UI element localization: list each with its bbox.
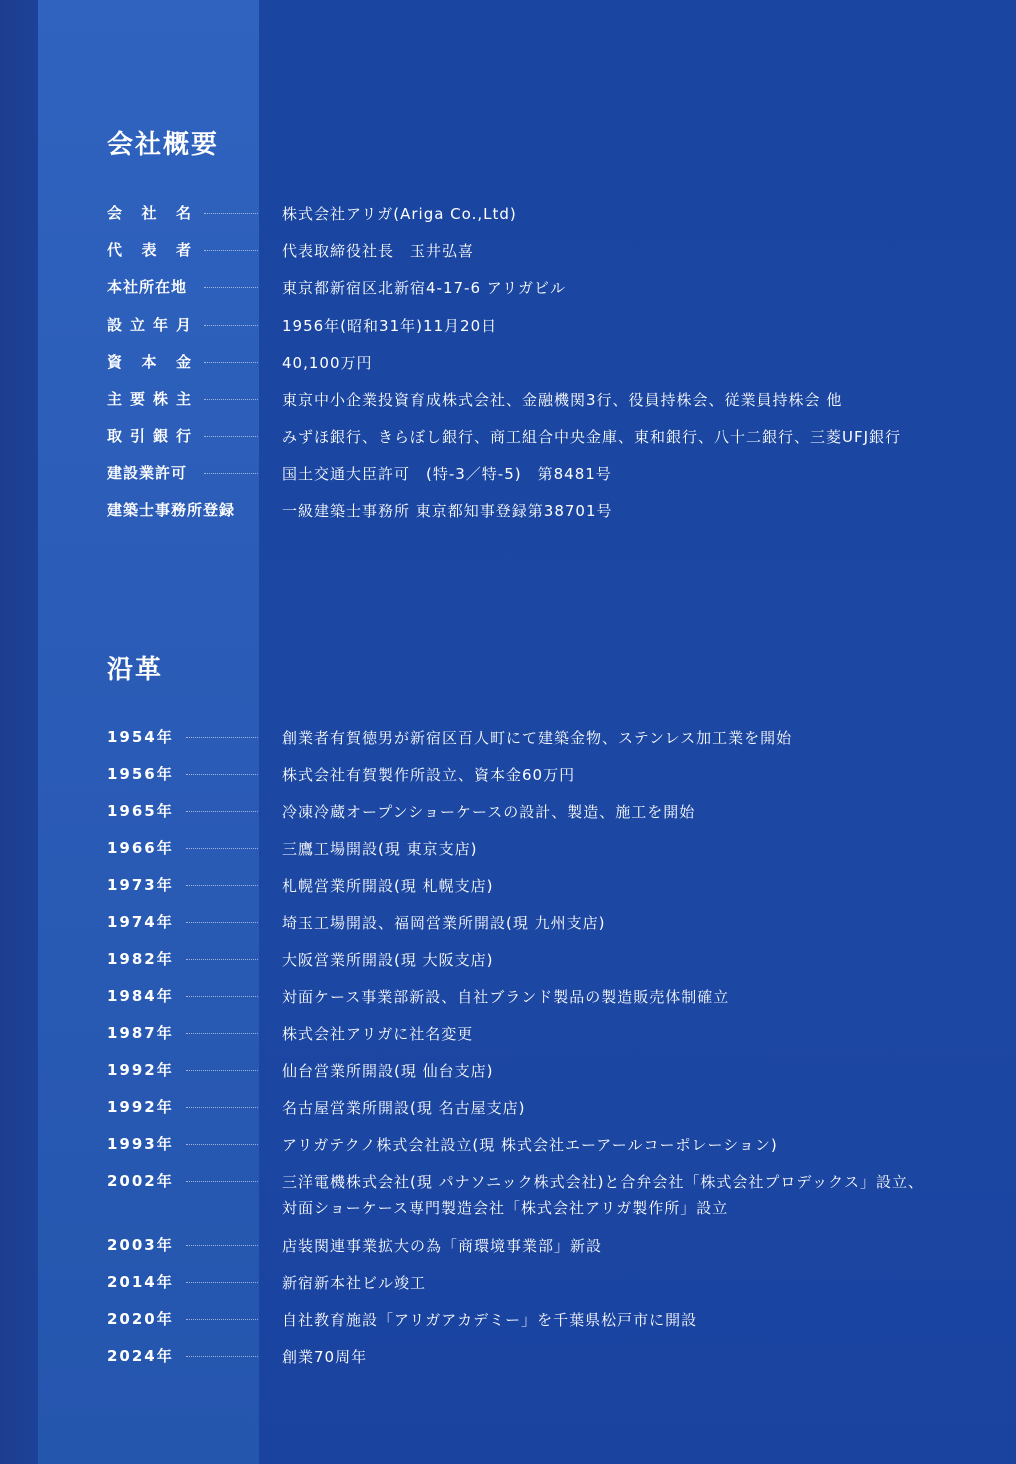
history-event [282, 1307, 982, 1333]
overview-value: みずほ銀行、きらぼし銀行、商工組合中央金庫、東和銀行、八十二銀行、三菱UFJ銀行 [282, 428, 902, 446]
overview-label: 本社所在地 [107, 278, 188, 296]
dotted-leader [186, 1319, 258, 1320]
overview-row-construction-license [0, 461, 1016, 485]
history-row [0, 873, 1016, 897]
history-event-line: 株式会社アリガに社名変更 [282, 1025, 474, 1043]
history-year: 1987年 [107, 1024, 174, 1042]
history-event [282, 836, 982, 862]
history-row [0, 1132, 1016, 1156]
history-year: 1984年 [107, 987, 174, 1005]
dotted-leader [186, 1181, 258, 1182]
overview-label: 建築士事務所登録 [107, 501, 236, 519]
history-event [282, 1233, 982, 1259]
company-overview-heading: 会社概要 [107, 130, 220, 160]
history-event [282, 1344, 982, 1370]
history-event-line: 冷凍冷蔵オープンショーケースの設計、製造、施工を開始 [282, 803, 696, 821]
history-row [0, 799, 1016, 823]
history-row [0, 762, 1016, 786]
overview-value: 東京中小企業投資育成株式会社、金融機関3行、役員持株会、従業員持株会 他 [282, 391, 843, 409]
history-event [282, 725, 982, 751]
dotted-leader [186, 774, 258, 775]
history-row [0, 1344, 1016, 1368]
dotted-leader [204, 213, 258, 214]
history-year: 1982年 [107, 950, 174, 968]
history-row [0, 984, 1016, 1008]
history-event-line: 札幌営業所開設(現 札幌支店) [282, 877, 494, 895]
history-event-line: 創業者有賀徳男が新宿区百人町にて建築金物、ステンレス加工業を開始 [282, 729, 793, 747]
overview-label: 会社名 [107, 204, 191, 222]
overview-value: 株式会社アリガ(Ariga Co.,Ltd) [282, 205, 517, 223]
history-year: 2024年 [107, 1347, 174, 1365]
history-event-line: 創業70周年 [282, 1348, 368, 1366]
history-year: 1956年 [107, 765, 174, 783]
dotted-leader [204, 436, 258, 437]
dotted-leader [186, 885, 258, 886]
dotted-leader [186, 1107, 258, 1108]
history-row [0, 947, 1016, 971]
history-row [0, 1233, 1016, 1257]
dotted-leader [186, 1282, 258, 1283]
history-event [282, 1270, 982, 1296]
overview-label: 建設業許可 [107, 464, 188, 482]
dotted-leader [186, 848, 258, 849]
history-event-line: 新宿新本社ビル竣工 [282, 1274, 427, 1292]
dotted-leader [204, 362, 258, 363]
history-event-line: アリガテクノ株式会社設立(現 株式会社エーアールコーポレーション) [282, 1136, 778, 1154]
history-row [0, 1270, 1016, 1294]
dotted-leader [204, 250, 258, 251]
history-event-line: 自社教育施設「アリガアカデミー」を千葉県松戸市に開設 [282, 1311, 698, 1329]
overview-row-architect-registration [0, 498, 1016, 522]
history-year: 1973年 [107, 876, 174, 894]
history-row [0, 1021, 1016, 1045]
overview-row-headquarters [0, 275, 1016, 299]
history-year: 2020年 [107, 1310, 174, 1328]
overview-row-company-name [0, 201, 1016, 225]
dotted-leader [186, 922, 258, 923]
history-event [282, 1132, 982, 1158]
history-year: 1965年 [107, 802, 174, 820]
overview-value: 国土交通大臣許可 (特-3／特-5) 第8481号 [282, 465, 612, 483]
overview-label: 設立年月 [107, 316, 191, 334]
overview-row-banks [0, 424, 1016, 448]
dotted-leader [204, 287, 258, 288]
dotted-leader [186, 1033, 258, 1034]
history-row [0, 725, 1016, 749]
history-event [282, 947, 982, 973]
history-row [0, 910, 1016, 934]
overview-row-shareholders [0, 387, 1016, 411]
history-row [0, 1058, 1016, 1082]
dotted-leader [204, 473, 258, 474]
history-year: 2002年 [107, 1172, 174, 1190]
dotted-leader [204, 325, 258, 326]
history-year: 1992年 [107, 1061, 174, 1079]
history-event-line: 株式会社有賀製作所設立、資本金60万円 [282, 766, 576, 784]
dotted-leader [204, 399, 258, 400]
overview-row-established [0, 313, 1016, 337]
history-event-line: 三洋電機株式会社(現 パナソニック株式会社)と合弁会社「株式会社プロデックス」設立、 [282, 1173, 924, 1191]
history-year: 1992年 [107, 1098, 174, 1116]
history-year: 1974年 [107, 913, 174, 931]
overview-label: 取引銀行 [107, 427, 191, 445]
dotted-leader [186, 1070, 258, 1071]
history-event [282, 1169, 982, 1221]
dotted-leader [186, 811, 258, 812]
dotted-leader [186, 1356, 258, 1357]
history-year: 1954年 [107, 728, 174, 746]
history-year: 1993年 [107, 1135, 174, 1153]
overview-value: 1956年(昭和31年)11月20日 [282, 317, 498, 335]
overview-value: 40,100万円 [282, 354, 373, 372]
history-event [282, 1095, 982, 1121]
history-event [282, 799, 982, 825]
history-event [282, 1058, 982, 1084]
overview-row-representative [0, 238, 1016, 262]
history-event-line: 対面ケース事業部新設、自社ブランド製品の製造販売体制確立 [282, 988, 730, 1006]
history-event [282, 984, 982, 1010]
history-event-line: 名古屋営業所開設(現 名古屋支店) [282, 1099, 526, 1117]
dotted-leader [186, 996, 258, 997]
dotted-leader [186, 959, 258, 960]
history-row [0, 836, 1016, 860]
overview-value: 代表取締役社長 玉井弘喜 [282, 242, 475, 260]
history-heading: 沿革 [107, 655, 164, 685]
overview-label: 主要株主 [107, 390, 191, 408]
history-year: 1966年 [107, 839, 174, 857]
overview-label: 代表者 [107, 241, 191, 259]
history-event [282, 873, 982, 899]
history-row [0, 1095, 1016, 1119]
history-event-line: 対面ショーケース専門製造会社「株式会社アリガ製作所」設立 [282, 1199, 729, 1217]
history-event [282, 1021, 982, 1047]
history-year: 2003年 [107, 1236, 174, 1254]
overview-value: 東京都新宿区北新宿4-17-6 アリガビル [282, 279, 567, 297]
dotted-leader [186, 1144, 258, 1145]
history-row [0, 1307, 1016, 1331]
history-year: 2014年 [107, 1273, 174, 1291]
history-row [0, 1169, 1016, 1217]
history-event-line: 埼玉工場開設、福岡営業所開設(現 九州支店) [282, 914, 606, 932]
dotted-leader [186, 1245, 258, 1246]
history-event [282, 910, 982, 936]
history-event-line: 三鷹工場開設(現 東京支店) [282, 840, 478, 858]
overview-row-capital [0, 350, 1016, 374]
history-event-line: 仙台営業所開設(現 仙台支店) [282, 1062, 494, 1080]
history-event [282, 762, 982, 788]
dotted-leader [186, 737, 258, 738]
history-event-line: 店装関連事業拡大の為「商環境事業部」新設 [282, 1237, 603, 1255]
overview-label: 資本金 [107, 353, 191, 371]
overview-value: 一級建築士事務所 東京都知事登録第38701号 [282, 502, 613, 520]
history-event-line: 大阪営業所開設(現 大阪支店) [282, 951, 494, 969]
